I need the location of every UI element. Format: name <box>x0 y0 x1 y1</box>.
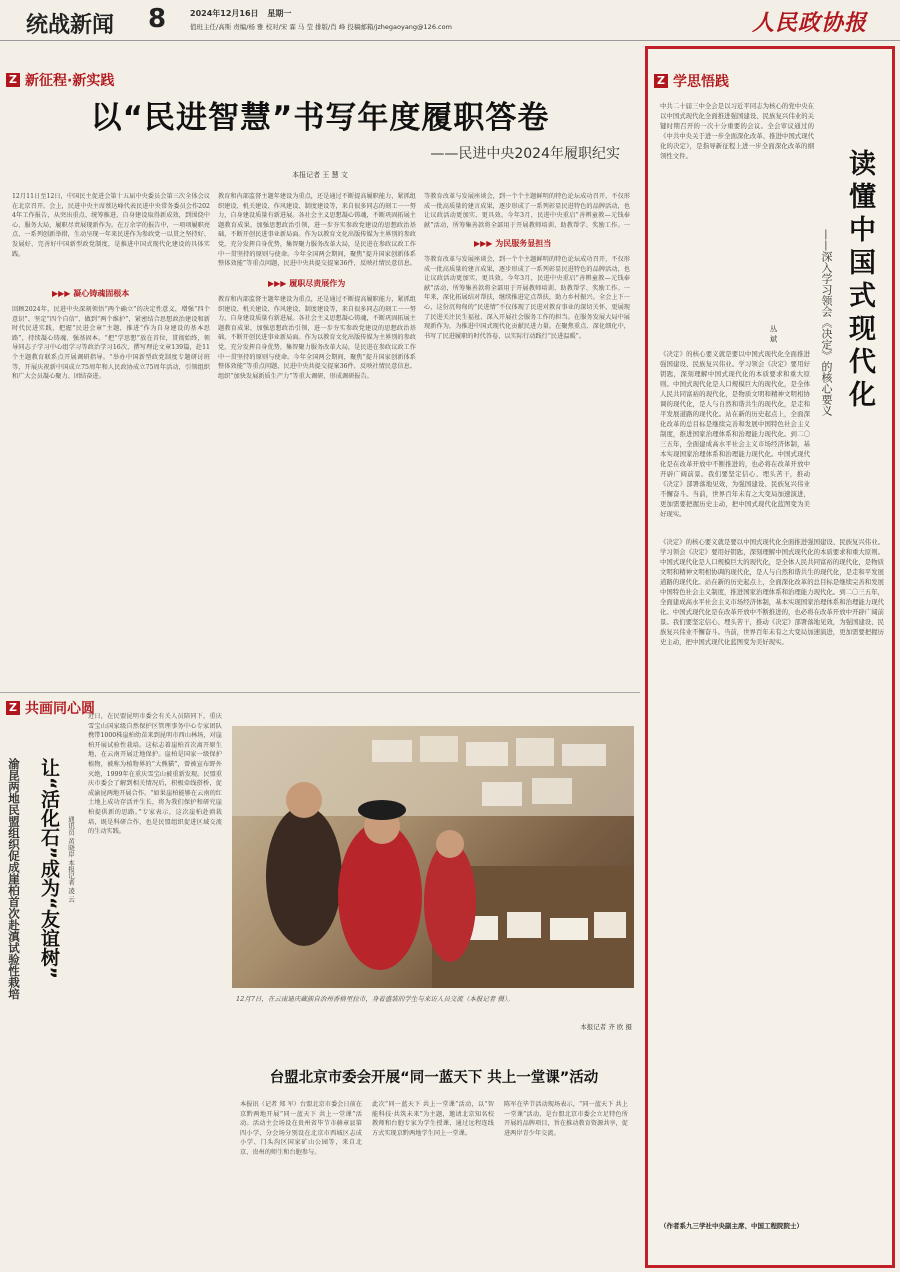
sidebar-body: 《决定》的核心要义就是要以中国式现代化全面推进强国建设、民族复兴伟业。学习领会《决定》要用好钥匙，深刻理解中国式现代化的本质要求和重大原则。中国式现代化是人口规模巨大的现代化，是全体人民共同富裕的现代化，是物质文明和精神文明相协调的现代化，是人与自然和谐共生的现代化，是走和平发展道路的现代化。站在新的历史起点上，全面深化改革的总目标是继续完善和发展中国特色社会主义制度，推进国家治理体系和治理能力现代化。到二〇三五年，全面建成高水平社会主义市场经济体制，基本实现国家治理体系和治理能力现代化。中国式现代化是在改革开放中不断推进的，也必将在改革开放中开辟广阔前景。我们要坚定信心、埋头苦干，推动《决定》部署落地见效，为强国建设、民族复兴伟业不懈奋斗。当前，世界百年未有之大变局加速演进，更加需要把握历史主动，把中国式现代化蓝图变为美好现实。 <box>660 538 884 646</box>
article1-col2-top: 教育和内部监督主题年建设为重点，还是通过不断提高履职能力，紧抓组织建设、机关建设、作风建设、制度建设等，来自很多同志的刻工一一努力，自身建设质量有新进展。各社会主义思想凝心铸魂，不断巩固拓展主题教育成果，加强思想政治引领，进一步夯实参政党建设的思想政治基础，不断开创民进事业新局面。作为以教育文化出版传媒为主界别的参政党，充分发挥自身优势，集智聚力服务改革大局，是民进在参政议政工作中一贯坚持的原则与使命。今年全国两会期间，聚焦“提升国家创新体系整体效能”等重点问题，民进中央共提交提案36件，反映社情民意信息。 <box>218 193 416 268</box>
article1-subhead-3: ▶▶▶ 为民服务显担当 <box>474 239 552 248</box>
article1-col3-top: 等教育改革与发展座谈会，到一个个主题鲜明的特色论坛成功召开，不仅形成一批高质量的建言成果，逐步形成了一系列彰显民进特色的品牌活动，也让议政活动更加实、更具效。今年3月，民进中央重启“善辨童教—元钱奉献”活动，所筹集善款将全部用于开展教师培训、助教帮学、奖励工作。一 <box>424 193 630 229</box>
article1-column-1 <box>12 192 210 682</box>
article1-title: 以“民进智慧”书写年度履职答卷 <box>90 100 550 136</box>
article1-subhead-1: ▶▶▶ 凝心铸魂固根本 <box>52 289 130 298</box>
article2-vertical-subtitle: 渝昆两地民盟组织促成崖柏首次赴滇试验性栽培 <box>7 758 21 1000</box>
article2-rubric-text: 共画同心圆 <box>25 701 95 717</box>
article1-byline: 本报记者 王 慧 文 <box>292 171 348 179</box>
sidebar-rubric <box>654 71 729 91</box>
article3-col-1: 本报讯（记者 郑 军）台盟北京市委会日前在京黔两地开展“同一蓝天下 共上一堂课”活动。活动主会场设在贵州省毕节市赫章县第四小学，分会场分别设在北京市西城区志成小学、门头沟区国家矿山公园等，来自北京、贵州的师生和台胞参与。 <box>240 1101 362 1156</box>
sidebar-subtitle: ——深入学习领会《决定》的核心要义 <box>820 229 833 416</box>
sidebar-rubric-text: 学思悟践 <box>673 74 729 90</box>
sidebar-commentary <box>645 46 895 1268</box>
article2-body: 近日，在民盟昆明市委会有关人员陪同下，重庆雪宝山国家级自然保护区管理事务中心专家团队携带1000株崖柏幼苗来到昆明市西山林场，对崖柏开展试验性栽培。这标志着崖柏首次离开原生地，在云南开展迁地保护。崖柏是国家一级保护植物，被称为植物界的“大熊猫”，曾被宣布野外灭绝，1999年在重庆雪宝山被重新发现。民盟重庆市委会了解到相关情况后，积极牵线搭桥，促成渝昆两地开展合作。“如果崖柏能够在云南的红土地上成功存活并生长，将为我们保护和研究崖柏提供新的思路。”专家表示，这次崖柏赴滇栽培，既是科研合作，也是民盟组织促进区域交流的生动实践。 <box>88 713 222 836</box>
article1-lead-paragraph: 12月11日至12日，中国民主促进会第十五届中央委员会第三次全体会议在北京召开。会上，民进中央主席蔡达峰代表民进中央常务委员会作2024年工作报告，从突出重点、统筹推进，自身建设取得新成效，到围绕中心、服务大局，履职尽责展现新作为。在万余字的报告中，一项项履职亮点、一系列创新举措，生动呈现一年来民进作为参政党一以贯之坚持好、发展好、完善好中国新型政党制度，是推进中国式现代化建设的具体实践。 <box>12 193 210 258</box>
section-name: 统战新闻 <box>26 13 115 38</box>
masthead-rule <box>0 40 900 41</box>
sidebar-author: 丛 斌 <box>769 325 778 343</box>
sidebar-intro: 中共二十届三中全会是以习近平同志为核心的党中央在以中国式现代化全面推进强国建设、民族复兴伟业的关键时期召开的一次十分重要的会议。全会审议通过的《中共中央关于进一步全面深化改革、推进中国式现代化的决定》，是指导新征程上进一步全面深化改革的纲领性文件。 <box>660 102 814 160</box>
article1-subhead-2: ▶▶▶ 履职尽责展作为 <box>268 279 346 288</box>
masthead <box>0 0 900 40</box>
article2-vertical-title: 让“活化石”成为“友谊树” <box>38 758 60 979</box>
sidebar-footer: （作者系九三学社中央副主席、中国工程院院士） <box>660 1222 803 1230</box>
news-photo <box>232 726 634 988</box>
z-badge-icon: Z <box>6 701 20 715</box>
issue-weekday: 星期一 <box>267 9 292 18</box>
newspaper-brand-logo: 人民政协报 <box>752 10 868 36</box>
sidebar-body-top: 《决定》的核心要义就是要以中国式现代化全面推进强国建设、民族复兴伟业。学习领会《决定》要用好钥匙，深刻理解中国式现代化的本质要求和重大原则。中国式现代化是人口规模巨大的现代化，是全体人民共同富裕的现代化，是物质文明和精神文明相协调的现代化，是人与自然和谐共生的现代化，是走和平发展道路的现代化。站在新的历史起点上，全面深化改革的总目标是继续完善和发展中国特色社会主义制度，推进国家治理体系和治理能力现代化。到二〇三五年，全面建成高水平社会主义市场经济体制，基本实现国家治理体系和治理能力现代化。中国式现代化是在改革开放中不断推进的，也必将在改革开放中开辟广阔前景。我们要坚定信心、埋头苦干，推动《决定》部署落地见效，为强国建设、民族复兴伟业不懈奋斗。当前，世界百年未有之大变局加速演进，更加需要把握历史主动，把中国式现代化蓝图变为美好现实。 <box>660 350 810 518</box>
section-divider <box>0 692 640 693</box>
article3-col-3: 陈军在毕节活动现场表示，“同一蓝天下 共上一堂课”活动，是台盟北京市委会立足特色所开展的品牌项目，旨在推动教育资源共享，促进两岸青少年交流。 <box>504 1101 628 1137</box>
article1-col3-body: 等教育改革与发展座谈会，到一个个主题鲜明的特色论坛成功召开，不仅形成一批高质量的建言成果，逐步形成了一系列彰显民进特色的品牌活动，也让议政活动更加实、更具效。今年3月，民进中央重启“善辨童教—元钱奉献”活动，所筹集善款将全部用于开展教师培训、助教帮学、奖励工作。一年来，深化拓展结对帮扶，继续推进定点帮扶，助力乡村振兴。全会上下一心，这份沉甸甸的“民进情”不仅体现了民进对教育事业的深切关怀，更展现了民进关注民生福祉、深入开展社会服务工作的担当。在服务发展大局中展现新作为，为推进中国式现代化贡献民进力量。在聚焦重点、深化细化中，书写了民进履职的时代答卷，以实际行动践行“民进温暖”。 <box>424 256 630 340</box>
article1-col1-body: 回顾2024年，民进中央深刻领悟“两个确立”的决定性意义，增强“四个意识”、坚定“四个自信”、做到“两个维护”，紧密结合思想政治建设和新时代民进实践，把握“民进会章”主题，推进“作为自身建设的基本思路”，持续凝心铸魂、强基固本。“把“学思想”放在首位，贯彻始终，领导同志子学习中心组学习等政治学习16次，撰写理论文章139篇，赴11个主题教育联系点开展调研指导。“举办中国新型政党制度专题研讨班等，开展庆祝新中国成立75周年和人民政协成立75周年活动，引领组织和广大会员凝心聚力、团结奋进。 <box>12 306 210 381</box>
photo-credit: 本报记者 齐 欧 摄 <box>580 1023 632 1031</box>
article1-column-3 <box>424 192 630 682</box>
issue-date: 2024年12月16日 <box>190 9 259 18</box>
article-minjin <box>0 48 640 688</box>
article1-subtitle: ——民进中央2024年履职纪实 <box>430 146 620 162</box>
photo-caption <box>236 994 632 1034</box>
article-cliff-cypress <box>0 696 230 1272</box>
editors-line: 值班主任/高斯 责编/杨 雅 校对/宋 霖 马 莹 排版/肖 峰 投稿邮箱/jzhegaoyang@126.com <box>190 23 452 31</box>
article-taimeng <box>232 1040 636 1272</box>
article2-rubric <box>6 698 95 718</box>
article1-column-2 <box>218 192 416 682</box>
article3-col-2: 此次“同一蓝天下 共上一堂课”活动，以“智能科技·共筑未来”为主题，邀请北京知名校教师和台胞专家为学生授课，通过远程连线方式实现京黔两地学生同上一堂课。 <box>372 1101 494 1137</box>
sidebar-title: 读懂中国式现代化 <box>844 149 875 413</box>
z-badge-icon: Z <box>654 74 668 88</box>
page-number: 8 <box>148 4 167 34</box>
article2-byline: 通讯员 黄晓岸 本报记者 凌 云 <box>67 816 75 903</box>
article1-col2-body: 教育和内部监督主题年建设为重点，还是通过不断提高履职能力，紧抓组织建设、机关建设、作风建设、制度建设等，来自很多同志的刻工一一努力，自身建设质量有新进展。各社会主义思想凝心铸魂，不断巩固拓展主题教育成果，加强思想政治引领，进一步夯实参政党建设的思想政治基础，不断开创民进事业新局面。作为以教育文化出版传媒为主界别的参政党，充分发挥自身优势，集智聚力服务改革大局，是民进在参政议政工作中一贯坚持的原则与使命。今年全国两会期间，聚焦“提升国家创新体系整体效能”等重点问题，民进中央共提交提案36件，反映社情民意信息。组织“加快发展新质生产力”等重大调研，形成调研报告。 <box>218 296 416 380</box>
photo-illustration <box>232 726 634 988</box>
z-badge-icon: Z <box>6 73 20 87</box>
date-line <box>190 8 291 19</box>
article3-title: 台盟北京市委会开展“同一蓝天下 共上一堂课”活动 <box>269 1070 599 1086</box>
article1-rubric-text: 新征程·新实践 <box>25 73 115 89</box>
article1-rubric <box>6 70 114 90</box>
photo-caption-text: 12月7日，在云南迪庆藏族自治州香格里拉市，身着盛装的学生与来访人员交流（本报记者 摄）。 <box>236 995 514 1003</box>
